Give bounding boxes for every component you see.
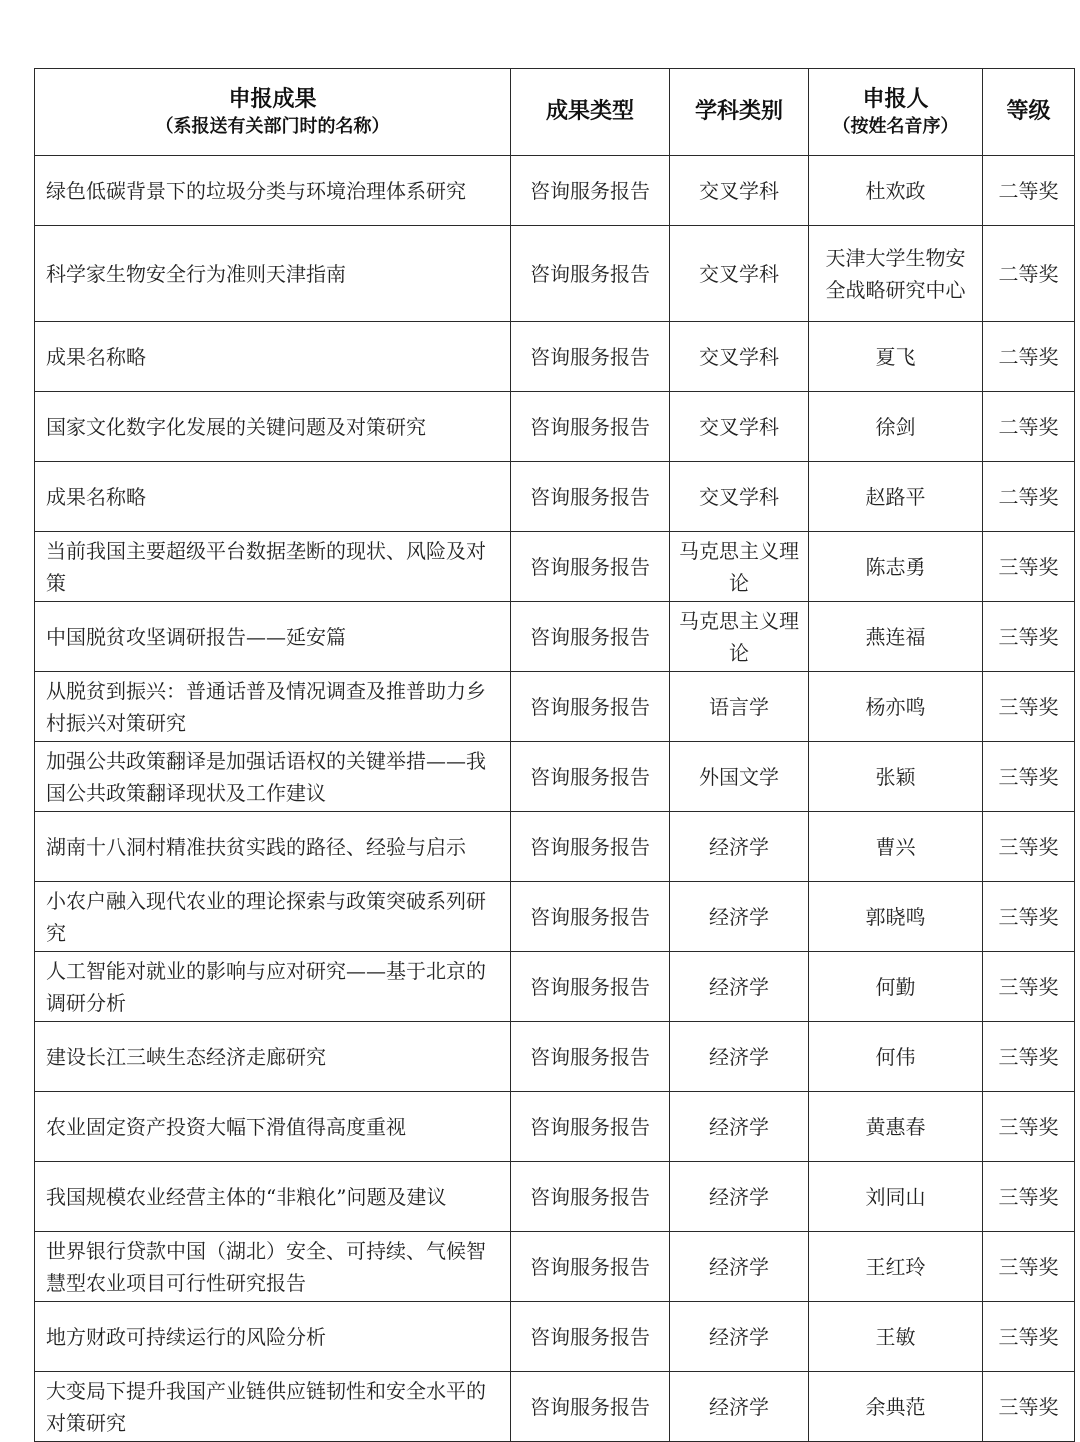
cell-subject: 经济学 xyxy=(670,1092,809,1162)
cell-type: 咨询服务报告 xyxy=(511,602,670,672)
cell-subject: 经济学 xyxy=(670,882,809,952)
table-row xyxy=(35,882,1075,952)
cell-subject: 交叉学科 xyxy=(670,226,809,322)
cell-applicant: 赵路平 xyxy=(809,462,983,532)
cell-subject: 语言学 xyxy=(670,672,809,742)
header-applicant xyxy=(809,69,983,156)
cell-grade: 三等奖 xyxy=(983,812,1075,882)
cell-title: 加强公共政策翻译是加强话语权的关键举措——我国公共政策翻译现状及工作建议 xyxy=(35,742,511,812)
cell-applicant: 何勤 xyxy=(809,952,983,1022)
cell-subject: 经济学 xyxy=(670,1162,809,1232)
cell-title: 建设长江三峡生态经济走廊研究 xyxy=(35,1022,511,1092)
cell-grade: 三等奖 xyxy=(983,1372,1075,1442)
cell-grade: 二等奖 xyxy=(983,322,1075,392)
table-header-row xyxy=(35,69,1075,156)
table-row xyxy=(35,602,1075,672)
cell-type: 咨询服务报告 xyxy=(511,226,670,322)
cell-subject: 经济学 xyxy=(670,952,809,1022)
cell-type: 咨询服务报告 xyxy=(511,532,670,602)
cell-grade: 三等奖 xyxy=(983,532,1075,602)
cell-applicant: 王红玲 xyxy=(809,1232,983,1302)
cell-subject: 马克思主义理论 xyxy=(670,532,809,602)
cell-grade: 三等奖 xyxy=(983,1022,1075,1092)
cell-subject: 外国文学 xyxy=(670,742,809,812)
cell-type: 咨询服务报告 xyxy=(511,1022,670,1092)
cell-applicant: 燕连福 xyxy=(809,602,983,672)
cell-applicant: 黄惠春 xyxy=(809,1092,983,1162)
cell-grade: 二等奖 xyxy=(983,392,1075,462)
cell-grade: 三等奖 xyxy=(983,1162,1075,1232)
header-title-note: （系报送有关部门时的名称） xyxy=(155,116,390,138)
awards-table xyxy=(34,68,1075,1442)
cell-applicant: 夏飞 xyxy=(809,322,983,392)
cell-grade: 二等奖 xyxy=(983,156,1075,226)
cell-applicant: 陈志勇 xyxy=(809,532,983,602)
cell-type: 咨询服务报告 xyxy=(511,1302,670,1372)
cell-applicant: 刘同山 xyxy=(809,1162,983,1232)
cell-title: 地方财政可持续运行的风险分析 xyxy=(35,1302,511,1372)
cell-type: 咨询服务报告 xyxy=(511,1162,670,1232)
cell-type: 咨询服务报告 xyxy=(511,672,670,742)
cell-grade: 三等奖 xyxy=(983,1092,1075,1162)
cell-type: 咨询服务报告 xyxy=(511,742,670,812)
cell-applicant: 杨亦鸣 xyxy=(809,672,983,742)
cell-type: 咨询服务报告 xyxy=(511,812,670,882)
cell-type: 咨询服务报告 xyxy=(511,322,670,392)
cell-title: 科学家生物安全行为准则天津指南 xyxy=(35,226,511,322)
cell-title: 农业固定资产投资大幅下滑值得高度重视 xyxy=(35,1092,511,1162)
cell-title: 成果名称略 xyxy=(35,322,511,392)
header-grade: 等级 xyxy=(983,69,1075,156)
cell-type: 咨询服务报告 xyxy=(511,952,670,1022)
cell-grade: 三等奖 xyxy=(983,672,1075,742)
table-row xyxy=(35,672,1075,742)
table-row xyxy=(35,462,1075,532)
cell-grade: 三等奖 xyxy=(983,952,1075,1022)
cell-subject: 经济学 xyxy=(670,812,809,882)
cell-applicant: 张颖 xyxy=(809,742,983,812)
cell-title: 湖南十八洞村精准扶贫实践的路径、经验与启示 xyxy=(35,812,511,882)
header-type: 成果类型 xyxy=(511,69,670,156)
cell-type: 咨询服务报告 xyxy=(511,882,670,952)
table-row xyxy=(35,952,1075,1022)
cell-applicant: 郭晓鸣 xyxy=(809,882,983,952)
table-row xyxy=(35,1022,1075,1092)
cell-title: 从脱贫到振兴：普通话普及情况调查及推普助力乡村振兴对策研究 xyxy=(35,672,511,742)
cell-subject: 交叉学科 xyxy=(670,156,809,226)
cell-grade: 三等奖 xyxy=(983,1232,1075,1302)
cell-subject: 经济学 xyxy=(670,1302,809,1372)
table-row xyxy=(35,156,1075,226)
table-row xyxy=(35,1092,1075,1162)
header-title-label: 申报成果 xyxy=(228,87,317,113)
cell-applicant: 杜欢政 xyxy=(809,156,983,226)
cell-applicant: 徐剑 xyxy=(809,392,983,462)
cell-grade: 三等奖 xyxy=(983,882,1075,952)
cell-grade: 二等奖 xyxy=(983,226,1075,322)
cell-title: 当前我国主要超级平台数据垄断的现状、风险及对策 xyxy=(35,532,511,602)
cell-title: 绿色低碳背景下的垃圾分类与环境治理体系研究 xyxy=(35,156,511,226)
cell-title: 小农户融入现代农业的理论探索与政策突破系列研究 xyxy=(35,882,511,952)
table-row xyxy=(35,1302,1075,1372)
cell-grade: 三等奖 xyxy=(983,602,1075,672)
header-subject: 学科类别 xyxy=(670,69,809,156)
header-applicant-note: （按姓名音序） xyxy=(832,116,959,138)
cell-title: 中国脱贫攻坚调研报告——延安篇 xyxy=(35,602,511,672)
header-title xyxy=(35,69,511,156)
cell-subject: 经济学 xyxy=(670,1232,809,1302)
cell-type: 咨询服务报告 xyxy=(511,392,670,462)
cell-subject: 交叉学科 xyxy=(670,322,809,392)
cell-type: 咨询服务报告 xyxy=(511,1372,670,1442)
cell-type: 咨询服务报告 xyxy=(511,462,670,532)
cell-grade: 二等奖 xyxy=(983,462,1075,532)
cell-title: 我国规模农业经营主体的“非粮化”问题及建议 xyxy=(35,1162,511,1232)
header-applicant-label: 申报人 xyxy=(862,87,929,113)
cell-applicant: 何伟 xyxy=(809,1022,983,1092)
cell-subject: 交叉学科 xyxy=(670,462,809,532)
table-row xyxy=(35,1232,1075,1302)
cell-grade: 三等奖 xyxy=(983,1302,1075,1372)
cell-type: 咨询服务报告 xyxy=(511,156,670,226)
cell-title: 世界银行贷款中国（湖北）安全、可持续、气候智慧型农业项目可行性研究报告 xyxy=(35,1232,511,1302)
table-row xyxy=(35,1162,1075,1232)
cell-title: 成果名称略 xyxy=(35,462,511,532)
cell-title: 国家文化数字化发展的关键问题及对策研究 xyxy=(35,392,511,462)
cell-title: 大变局下提升我国产业链供应链韧性和安全水平的对策研究 xyxy=(35,1372,511,1442)
cell-applicant: 曹兴 xyxy=(809,812,983,882)
table-row xyxy=(35,1372,1075,1442)
cell-type: 咨询服务报告 xyxy=(511,1232,670,1302)
cell-title: 人工智能对就业的影响与应对研究——基于北京的调研分析 xyxy=(35,952,511,1022)
cell-type: 咨询服务报告 xyxy=(511,1092,670,1162)
cell-subject: 经济学 xyxy=(670,1022,809,1092)
table-row xyxy=(35,742,1075,812)
table-row xyxy=(35,812,1075,882)
cell-subject: 马克思主义理论 xyxy=(670,602,809,672)
cell-grade: 三等奖 xyxy=(983,742,1075,812)
cell-applicant: 天津大学生物安全战略研究中心 xyxy=(809,226,983,322)
cell-applicant: 余典范 xyxy=(809,1372,983,1442)
table-row xyxy=(35,392,1075,462)
table-row xyxy=(35,532,1075,602)
cell-subject: 交叉学科 xyxy=(670,392,809,462)
table-row xyxy=(35,226,1075,322)
cell-subject: 经济学 xyxy=(670,1372,809,1442)
table-row xyxy=(35,322,1075,392)
cell-applicant: 王敏 xyxy=(809,1302,983,1372)
